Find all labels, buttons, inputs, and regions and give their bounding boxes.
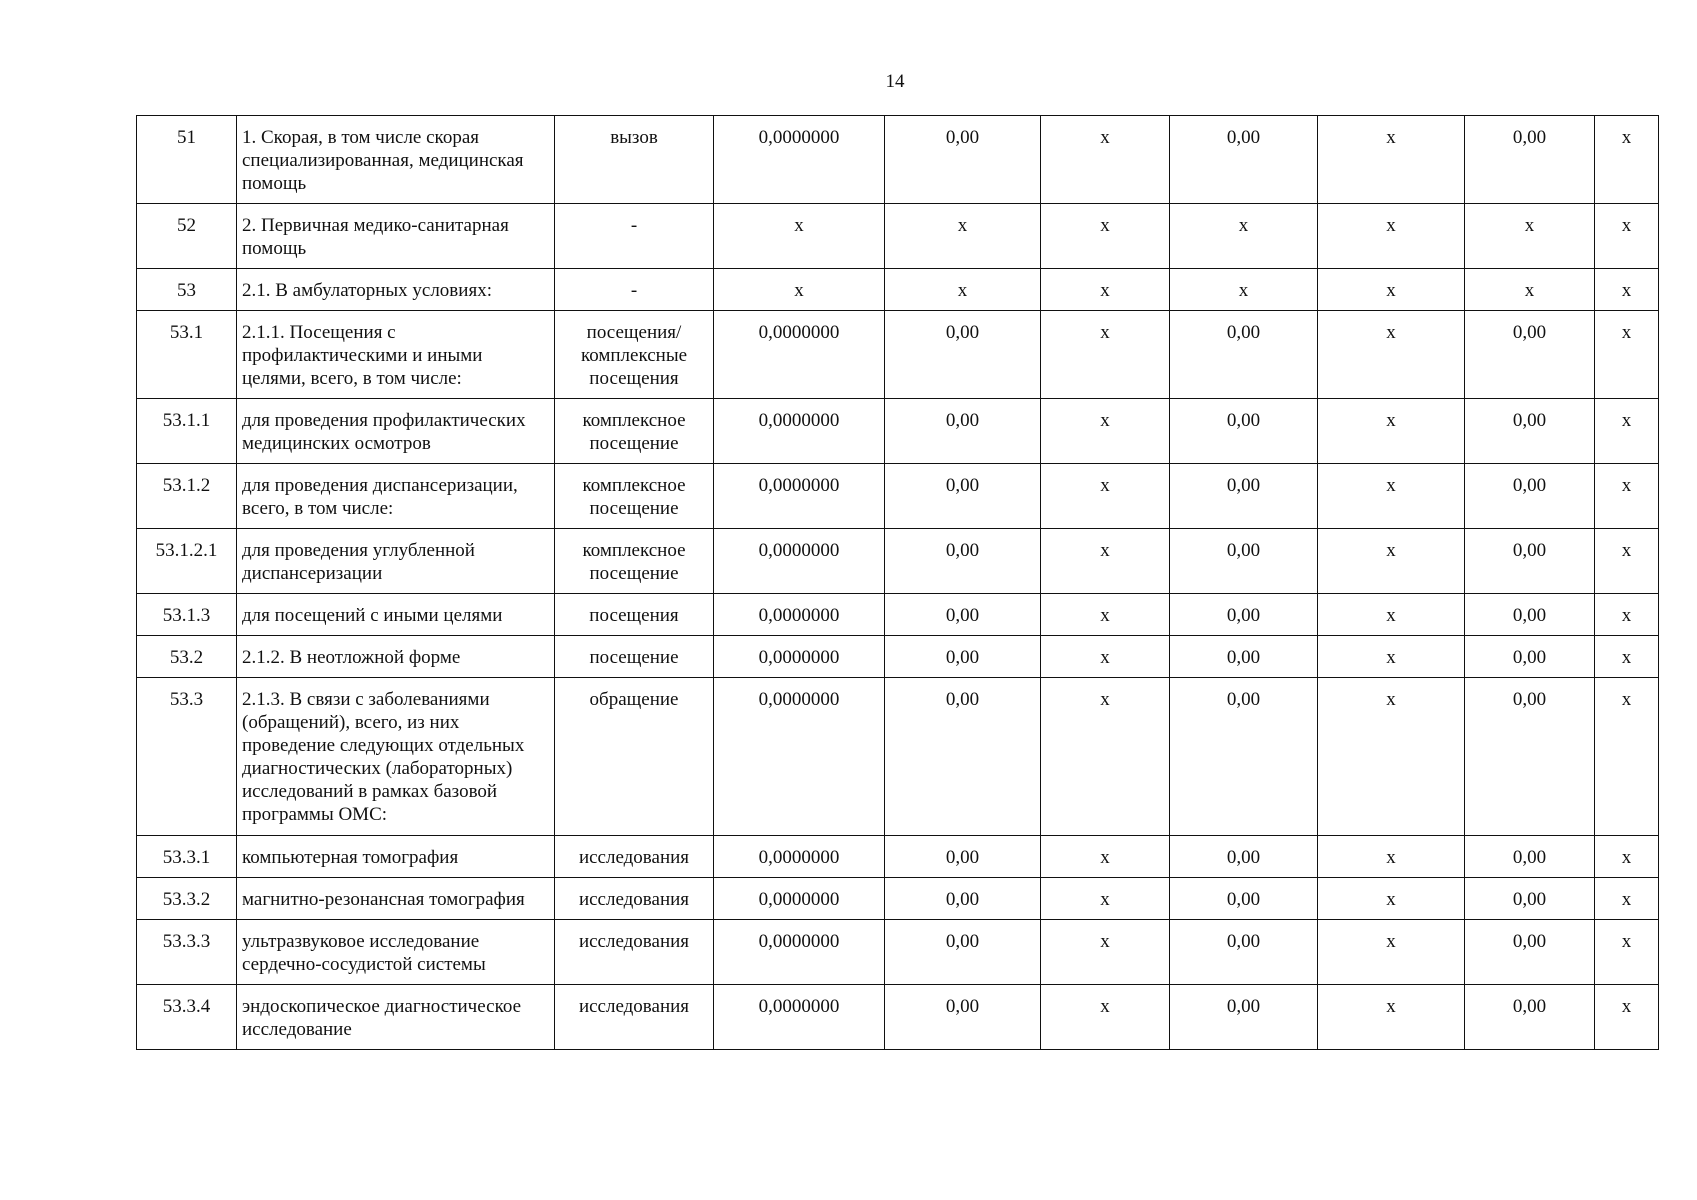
cell-col5: 0,00 — [885, 399, 1041, 464]
table-row — [137, 311, 1659, 399]
cell-col5: 0,00 — [885, 920, 1041, 985]
cell-col8: x — [1318, 636, 1465, 678]
cell-col8: x — [1318, 116, 1465, 204]
row-name: для проведения углубленной диспансеризации — [237, 529, 555, 594]
cell-col10: x — [1595, 311, 1659, 399]
table-row — [137, 464, 1659, 529]
row-name: для проведения диспансеризации, всего, в том числе: — [237, 464, 555, 529]
table-row — [137, 836, 1659, 878]
cell-col4: 0,0000000 — [714, 985, 885, 1050]
cell-col7: 0,00 — [1170, 399, 1318, 464]
cell-col8: x — [1318, 269, 1465, 311]
row-number: 53.1.1 — [137, 399, 237, 464]
row-number: 53.1.2 — [137, 464, 237, 529]
cell-col9: 0,00 — [1465, 464, 1595, 529]
cell-col9: x — [1465, 269, 1595, 311]
row-name: для посещений с иными целями — [237, 594, 555, 636]
cell-col9: 0,00 — [1465, 311, 1595, 399]
row-number: 53.3.2 — [137, 878, 237, 920]
row-name: эндоскопическое диагностическое исследование — [237, 985, 555, 1050]
row-name: 2. Первичная медико-санитарная помощь — [237, 204, 555, 269]
cell-col7: 0,00 — [1170, 878, 1318, 920]
cell-col7: 0,00 — [1170, 594, 1318, 636]
cell-col10: x — [1595, 636, 1659, 678]
cell-col10: x — [1595, 878, 1659, 920]
row-name: 2.1.3. В связи с заболеваниями (обращений), всего, из них проведение следующих отдельных диагностических (лабораторных) исследований в рамках базовой программы ОМС: — [237, 678, 555, 836]
cell-col5: 0,00 — [885, 529, 1041, 594]
cell-col4: 0,0000000 — [714, 878, 885, 920]
cell-col10: x — [1595, 678, 1659, 836]
cell-col7: 0,00 — [1170, 529, 1318, 594]
cell-col9: 0,00 — [1465, 985, 1595, 1050]
table-row — [137, 920, 1659, 985]
cell-col4: 0,0000000 — [714, 399, 885, 464]
row-unit: посещение — [555, 636, 714, 678]
cell-col8: x — [1318, 204, 1465, 269]
row-unit: исследования — [555, 920, 714, 985]
table-row — [137, 204, 1659, 269]
cell-col8: x — [1318, 920, 1465, 985]
cell-col10: x — [1595, 399, 1659, 464]
cell-col5: 0,00 — [885, 311, 1041, 399]
row-name: 2.1. В амбулаторных условиях: — [237, 269, 555, 311]
row-number: 52 — [137, 204, 237, 269]
cell-col6: x — [1041, 594, 1170, 636]
cell-col9: 0,00 — [1465, 594, 1595, 636]
cell-col10: x — [1595, 920, 1659, 985]
row-unit: исследования — [555, 878, 714, 920]
cell-col5: 0,00 — [885, 116, 1041, 204]
table-row — [137, 878, 1659, 920]
row-number: 51 — [137, 116, 237, 204]
cell-col7: 0,00 — [1170, 311, 1318, 399]
row-name: ультразвуковое исследование сердечно-сосудистой системы — [237, 920, 555, 985]
cell-col9: 0,00 — [1465, 399, 1595, 464]
row-name: 2.1.2. В неотложной форме — [237, 636, 555, 678]
cell-col10: x — [1595, 116, 1659, 204]
cell-col9: 0,00 — [1465, 116, 1595, 204]
cell-col8: x — [1318, 594, 1465, 636]
cell-col9: 0,00 — [1465, 529, 1595, 594]
cell-col5: 0,00 — [885, 985, 1041, 1050]
row-unit: обращение — [555, 678, 714, 836]
cell-col8: x — [1318, 836, 1465, 878]
cell-col5: 0,00 — [885, 464, 1041, 529]
row-unit: комплексное посещение — [555, 399, 714, 464]
row-number: 53.3 — [137, 678, 237, 836]
cell-col5: x — [885, 204, 1041, 269]
row-number: 53.3.3 — [137, 920, 237, 985]
cell-col6: x — [1041, 269, 1170, 311]
row-unit: исследования — [555, 836, 714, 878]
row-number: 53.1.3 — [137, 594, 237, 636]
cell-col6: x — [1041, 399, 1170, 464]
cell-col6: x — [1041, 985, 1170, 1050]
table-row — [137, 985, 1659, 1050]
cell-col6: x — [1041, 464, 1170, 529]
row-name: 1. Скорая, в том числе скорая специализированная, медицинская помощь — [237, 116, 555, 204]
cell-col4: 0,0000000 — [714, 636, 885, 678]
cell-col4: x — [714, 269, 885, 311]
cell-col10: x — [1595, 269, 1659, 311]
table-row — [137, 399, 1659, 464]
cell-col9: 0,00 — [1465, 920, 1595, 985]
cell-col6: x — [1041, 878, 1170, 920]
cell-col7: x — [1170, 204, 1318, 269]
row-number: 53.1 — [137, 311, 237, 399]
cell-col5: 0,00 — [885, 636, 1041, 678]
cell-col6: x — [1041, 636, 1170, 678]
cell-col8: x — [1318, 985, 1465, 1050]
cell-col7: 0,00 — [1170, 985, 1318, 1050]
cell-col7: 0,00 — [1170, 464, 1318, 529]
cell-col5: 0,00 — [885, 878, 1041, 920]
cell-col6: x — [1041, 116, 1170, 204]
row-unit: исследования — [555, 985, 714, 1050]
row-number: 53 — [137, 269, 237, 311]
row-number: 53.1.2.1 — [137, 529, 237, 594]
row-number: 53.3.4 — [137, 985, 237, 1050]
cell-col10: x — [1595, 464, 1659, 529]
cell-col6: x — [1041, 920, 1170, 985]
table-row — [137, 594, 1659, 636]
cell-col8: x — [1318, 311, 1465, 399]
cell-col9: 0,00 — [1465, 636, 1595, 678]
row-name: 2.1.1. Посещения с профилактическими и иными целями, всего, в том числе: — [237, 311, 555, 399]
row-name: компьютерная томография — [237, 836, 555, 878]
table-body — [137, 116, 1659, 1050]
row-unit: - — [555, 204, 714, 269]
cell-col4: x — [714, 204, 885, 269]
cell-col5: 0,00 — [885, 678, 1041, 836]
cell-col6: x — [1041, 529, 1170, 594]
cell-col5: 0,00 — [885, 594, 1041, 636]
cell-col9: 0,00 — [1465, 836, 1595, 878]
cell-col6: x — [1041, 204, 1170, 269]
table-row — [137, 636, 1659, 678]
cell-col10: x — [1595, 985, 1659, 1050]
cell-col7: 0,00 — [1170, 836, 1318, 878]
cell-col8: x — [1318, 399, 1465, 464]
cell-col8: x — [1318, 878, 1465, 920]
cell-col7: 0,00 — [1170, 636, 1318, 678]
cell-col9: 0,00 — [1465, 878, 1595, 920]
cell-col4: 0,0000000 — [714, 678, 885, 836]
cell-col6: x — [1041, 836, 1170, 878]
page-number: 14 — [885, 71, 905, 92]
cell-col4: 0,0000000 — [714, 594, 885, 636]
cell-col4: 0,0000000 — [714, 836, 885, 878]
cell-col4: 0,0000000 — [714, 464, 885, 529]
row-unit: - — [555, 269, 714, 311]
cell-col4: 0,0000000 — [714, 920, 885, 985]
cell-col5: x — [885, 269, 1041, 311]
table-row — [137, 269, 1659, 311]
cell-col9: 0,00 — [1465, 678, 1595, 836]
cell-col10: x — [1595, 204, 1659, 269]
cell-col7: 0,00 — [1170, 678, 1318, 836]
cell-col10: x — [1595, 594, 1659, 636]
table-row — [137, 678, 1659, 836]
table-row — [137, 529, 1659, 594]
table-row — [137, 116, 1659, 204]
cell-col4: 0,0000000 — [714, 116, 885, 204]
row-unit: посещения/ комплексные посещения — [555, 311, 714, 399]
cell-col7: x — [1170, 269, 1318, 311]
cell-col8: x — [1318, 678, 1465, 836]
row-number: 53.3.1 — [137, 836, 237, 878]
row-name: магнитно-резонансная томография — [237, 878, 555, 920]
cell-col10: x — [1595, 529, 1659, 594]
cell-col10: x — [1595, 836, 1659, 878]
cell-col4: 0,0000000 — [714, 311, 885, 399]
cell-col8: x — [1318, 529, 1465, 594]
cell-col8: x — [1318, 464, 1465, 529]
row-unit: вызов — [555, 116, 714, 204]
data-table — [136, 115, 1659, 1050]
row-unit: посещения — [555, 594, 714, 636]
cell-col9: x — [1465, 204, 1595, 269]
row-number: 53.2 — [137, 636, 237, 678]
cell-col6: x — [1041, 311, 1170, 399]
cell-col7: 0,00 — [1170, 116, 1318, 204]
cell-col7: 0,00 — [1170, 920, 1318, 985]
row-unit: комплексное посещение — [555, 464, 714, 529]
row-unit: комплексное посещение — [555, 529, 714, 594]
cell-col5: 0,00 — [885, 836, 1041, 878]
row-name: для проведения профилактических медицинских осмотров — [237, 399, 555, 464]
cell-col6: x — [1041, 678, 1170, 836]
cell-col4: 0,0000000 — [714, 529, 885, 594]
